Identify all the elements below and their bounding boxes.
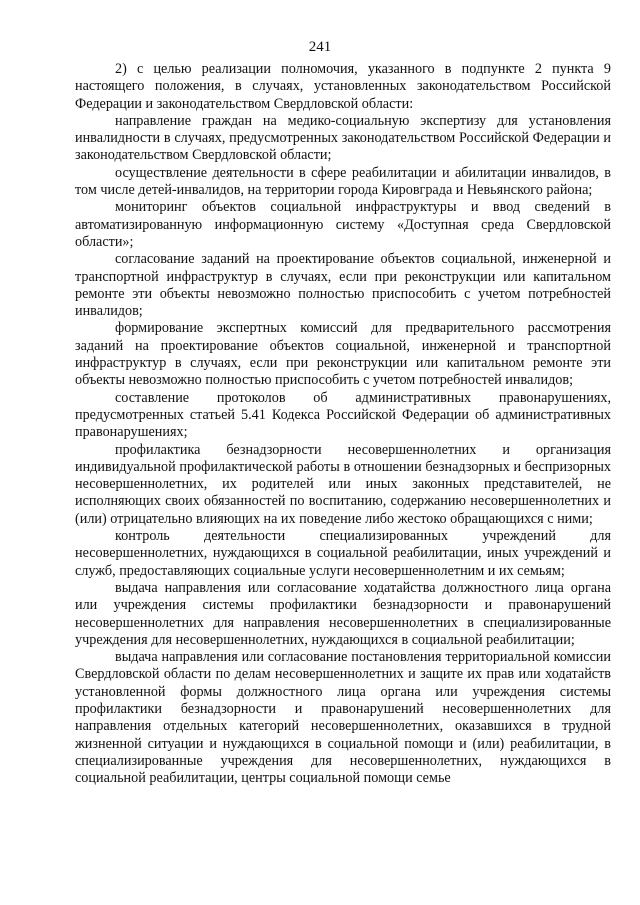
page-number: 241 — [308, 39, 332, 55]
paragraph-referral-commission: выдача направления или согласование постановления территориальной комиссии Свердловской области по делам несовершеннолетних и защите их прав или ходатайств установленной формы должностного лица органа или учреждения системы профилактики безнадзорности и правонарушений несовершеннолетних для направления отдельных категорий несовершеннолетних, оказавшихся в трудной жизненной ситуации и нуждающихся в социальной помощи и (или) реабилитации, в специализированные учреждения для несовершеннолетних, нуждающихся в социальной реабилитации, центры социальной помощи семье — [75, 649, 611, 787]
paragraph-design-approval: согласование заданий на проектирование объектов социальной, инженерной и транспортной инфраструктур в случаях, если при реконструкции или капитальном ремонте эти объекты невозможно полностью приспособить с учетом потребностей инвалидов; — [75, 251, 611, 320]
paragraph-rehabilitation: осуществление деятельности в сфере реабилитации и абилитации инвалидов, в том числе детей-инвалидов, на территории города Кировграда и Невьянского района; — [75, 164, 611, 199]
document-body — [75, 61, 611, 787]
paragraph-protocols: составление протоколов об административных правонарушениях, предусмотренных статьей 5.41 Кодекса Российской Федерации об административных правонарушениях; — [75, 389, 611, 441]
paragraph-expert-commissions: формирование экспертных комиссий для предварительного рассмотрения заданий на проектирование объектов социальной, инженерной и транспортной инфраструктур в случаях, если при реконструкции или капитальном ремонте эти объекты невозможно полностью приспособить с учетом потребностей инвалидов; — [75, 320, 611, 389]
paragraph-control: контроль деятельности специализированных учреждений для несовершеннолетних, нуждающихся в социальной реабилитации, иных учреждений и служб, предоставляющих социальные услуги несовершеннолетним и их семьям; — [75, 528, 611, 579]
paragraph-referral-petition: выдача направления или согласование ходатайства должностного лица органа или учреждения системы профилактики безнадзорности и правонарушений несовершеннолетних для направления несовершеннолетних в специализированные учреждения для несовершеннолетних, нуждающихся в социальной реабилитации; — [75, 579, 611, 648]
paragraph-prevention: профилактика безнадзорности несовершеннолетних и организация индивидуальной профилактической работы в отношении безнадзорных и беспризорных несовершеннолетних, их родителей или иных законных представителей, не исполняющих своих обязанностей по воспитанию, содержанию несовершеннолетних и (или) отрицательно влияющих на их поведение либо жестоко обращающихся с ними; — [75, 441, 611, 527]
paragraph-powers-intro: 2) с целью реализации полномочия, указанного в подпункте 2 пункта 9 настоящего положения, в случаях, установленных законодательством Российской Федерации и законодательством Свердловской области: — [75, 61, 611, 112]
paragraph-medical-expertise: направление граждан на медико-социальную экспертизу для установления инвалидности в случаях, предусмотренных законодательством Российской Федерации и законодательством Свердловской области; — [75, 112, 611, 164]
paragraph-monitoring: мониторинг объектов социальной инфраструктуры и ввод сведений в автоматизированную информационную систему «Доступная среда Свердловской области»; — [75, 199, 611, 250]
